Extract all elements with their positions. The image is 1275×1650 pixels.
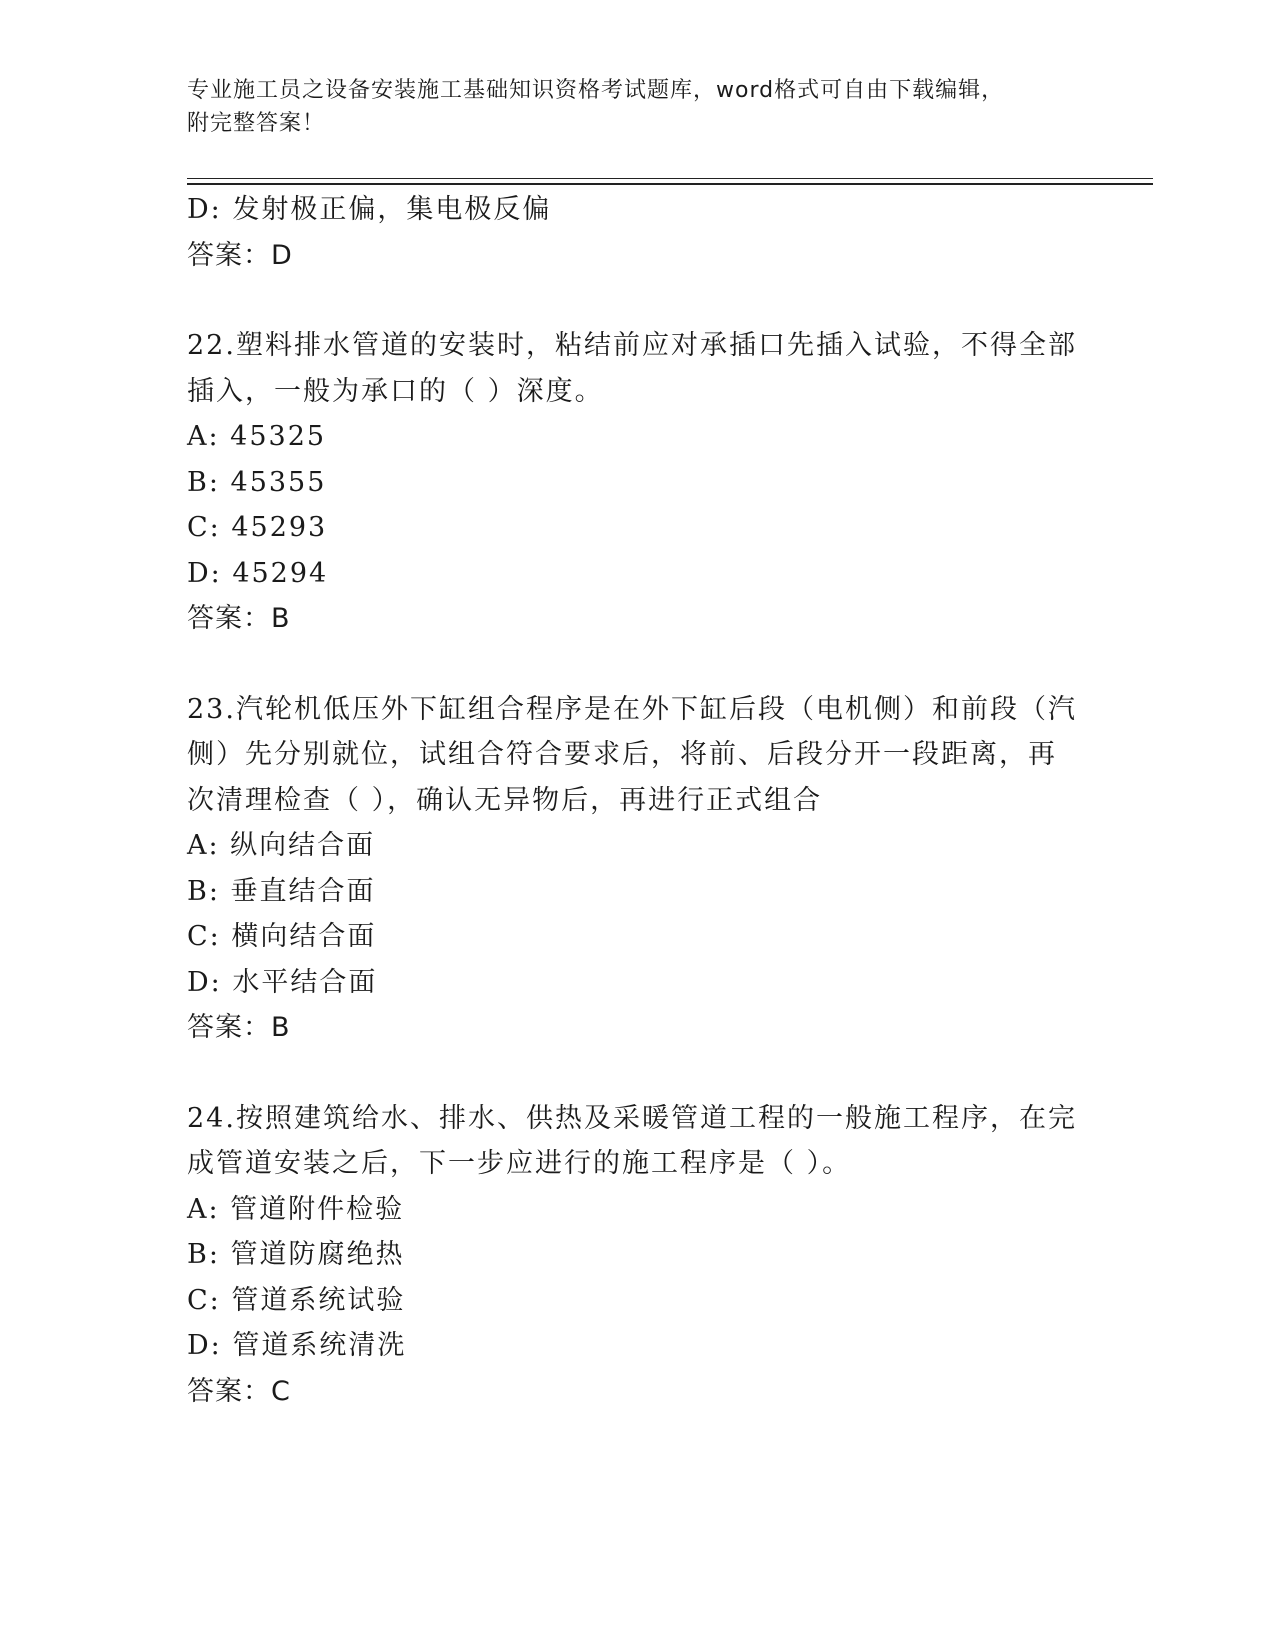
question-23 xyxy=(187,687,1087,1051)
option-c: C: 横向结合面 xyxy=(187,921,377,952)
option-c: C: 管道系统试验 xyxy=(187,1284,406,1316)
question-24 xyxy=(187,1096,1087,1415)
header-divider-thick xyxy=(187,183,1153,185)
answer-line: 答案：B xyxy=(187,1012,291,1043)
option-b: B: 45355 xyxy=(187,466,327,498)
answer-line: 答案：B xyxy=(187,603,291,634)
stem-line: 插入，一般为承口的（ ）深度。 xyxy=(187,375,604,407)
header-line-2: 附完整答案！ xyxy=(187,111,326,136)
question-stem xyxy=(187,687,1087,824)
header-divider-thin xyxy=(187,178,1153,179)
stem-line: 次清理检查（ ），确认无异物后，再进行正式组合 xyxy=(187,784,823,816)
stem-line: 22.塑料排水管道的安装时，粘结前应对承插口先插入试验，不得全部 xyxy=(187,330,1077,361)
stem-line: 成管道安装之后，下一步应进行的施工程序是（ ）。 xyxy=(187,1148,852,1179)
option-a: A: 纵向结合面 xyxy=(187,830,376,861)
option-b: B: 管道防腐绝热 xyxy=(187,1239,405,1270)
option-a: A: 45325 xyxy=(187,421,327,452)
stem-line: 24.按照建筑给水、排水、供热及采暖管道工程的一般施工程序，在完 xyxy=(187,1102,1077,1134)
question-stem xyxy=(187,323,1087,414)
question-stem xyxy=(187,1096,1087,1187)
answer-line: 答案：D xyxy=(187,239,293,271)
header-line-1: 专业施工员之设备安装施工基础知识资格考试题库，word格式可自由下载编辑， xyxy=(187,78,1005,103)
option-d: D: 45294 xyxy=(187,557,329,589)
option-a: A: 管道附件检验 xyxy=(187,1193,405,1225)
previous-question-fragment xyxy=(187,187,1087,278)
stem-line: 侧）先分别就位，试组合符合要求后，将前、后段分开一段距离，再 xyxy=(187,739,1057,770)
stem-line: 23.汽轮机低压外下缸组合程序是在外下缸后段（电机侧）和前段（汽 xyxy=(187,693,1077,725)
option-d: D: 发射极正偏，集电极反偏 xyxy=(187,194,552,225)
document-header xyxy=(187,74,1067,140)
option-d: D: 水平结合面 xyxy=(187,966,378,998)
option-d: D: 管道系统清洗 xyxy=(187,1330,407,1361)
answer-line: 答案：C xyxy=(187,1375,291,1407)
question-22 xyxy=(187,323,1087,642)
option-b: B: 垂直结合面 xyxy=(187,875,376,907)
option-c: C: 45293 xyxy=(187,512,328,543)
question-content xyxy=(187,187,1087,1414)
